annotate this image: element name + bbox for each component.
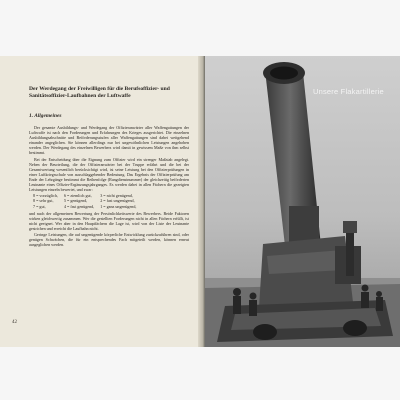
left-page xyxy=(0,56,201,347)
sight-post xyxy=(346,228,354,276)
page-number: 42 xyxy=(12,320,17,325)
grade-cell: 8 = vorzüglich, xyxy=(33,193,58,199)
grade-cell: 5 = genügend, xyxy=(63,198,88,204)
grade-cell: 6 = ziemlich gut, xyxy=(63,193,92,199)
paragraph: Geringe Leistungen, die auf ungenügende körperliche Entwicklung zurückzuführen sind, oder genügen Schwächen, die für ein entsprechendes Fach mitgeteilt werden, können erneut ausgeglichen werden. xyxy=(29,232,189,248)
section-title: 1. Allgemeines xyxy=(29,112,62,119)
grade-row xyxy=(33,204,142,209)
grade-cell: 1 = ganz ungenügend, xyxy=(100,203,137,209)
grade-scale-table xyxy=(33,193,142,208)
right-page xyxy=(205,56,400,347)
muzzle-bore xyxy=(270,67,298,80)
grade-cell: 2 = fast ungenügend, xyxy=(100,198,135,204)
text-block xyxy=(29,86,189,249)
grade-cell: 4 = fast genügend, xyxy=(63,203,95,209)
chapter-heading: Der Werdegang der Freiwilligen für die Berufsoffizier- und Sanitätsoffizier-Laufbahnen der Luftwaffe xyxy=(29,86,170,100)
grade-cell: 8 = sehr gut, xyxy=(33,198,54,204)
paragraph: Bei der Entscheidung über die Eignung zum Offizier wird ein strenger Maßstab angelegt. Neben der Beurteilung, die der Offizieranwärter bei der Truppe erfährt und die bei der Gesamtwertung wesentlich berücksichtigt wird, ist seine Leistung bei den Offizierprüfungen in einer Luftkriegsschule von ausschlaggebender Bedeutung. Das Ergebnis der Offizierprüfung am Ende der Lehrgänge bestimmt die Reihenfolge (Rangdienstnummer) der gleichzeitig beförderten Leutnante eines Offizier-Ergänzungsjahrganges. Es werden dabei in allen Fächern die gezeigten Leistungen einzeln bewertet, und zwar: xyxy=(29,156,189,192)
anti-aircraft-gun-photo xyxy=(205,56,400,347)
grade-cell: 7 = gut, xyxy=(33,203,46,209)
grade-cell: 3 = nicht genügend, xyxy=(100,193,133,199)
paragraph: Der gesamte Ausbildungs- und Werdegang der Offizieranwärter aller Waffengattungen der Luftwaffe ist nach den Forderungen und Erfahrungen des Krieges ausgerichtet. Die einzelnen Ausbildungsabschnitte und Beförderungsstufen aller Waffengattungen sind dabei weitgehend einander angeglichen. Sie können allerdings nur bei ungewöhnlichen Leistungen angehoben werden. Der Werdegang des einzelnen Bewerbers wird damit in gewissem Maße von ihm selbst bestimmt. xyxy=(29,124,189,156)
paragraph: und nach der allgemeinen Bewertung der Persönlichkeitswerte des Bewerbers. Beide Faktoren wirken gleichwertig zusammen. Wer die gestellten Forderungen nicht in allen Fächern erfüllt, ist nicht geeignet. Wer aber in den Hauptfächern die Lage ist, wird von der Liste der Leutnante gestrichen und erreicht die Laufbahn nicht. xyxy=(29,210,189,231)
photo-caption: Unsere Flakartillerie xyxy=(313,87,384,96)
